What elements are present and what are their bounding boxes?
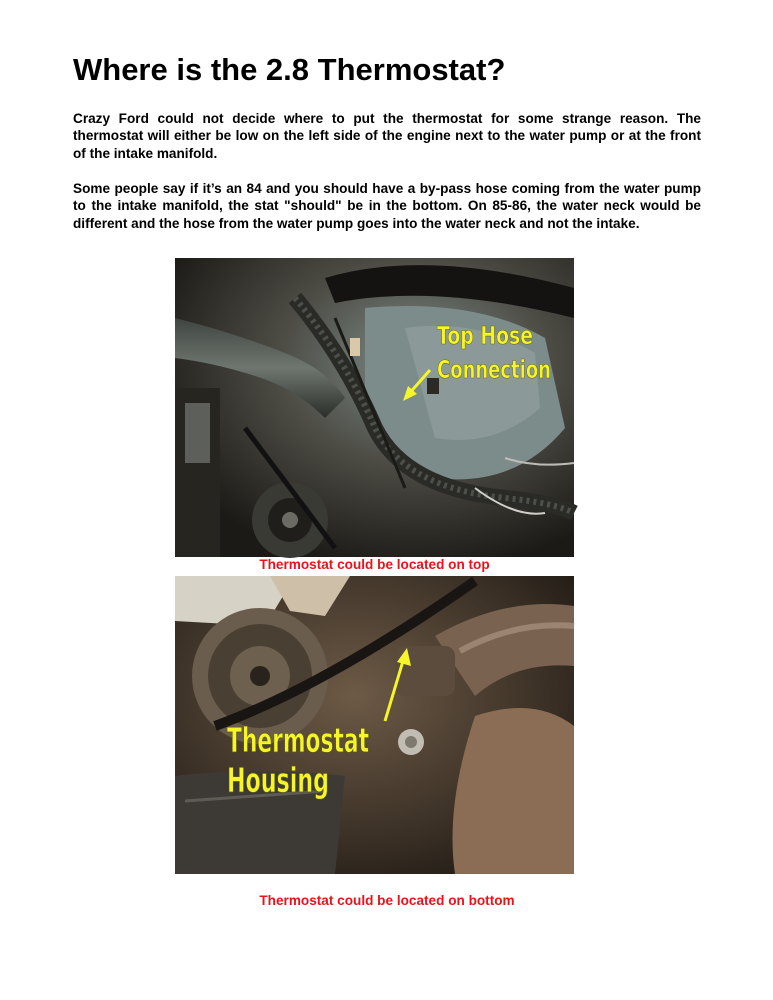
- housing-label: Housing: [227, 761, 329, 801]
- engine-photo-bottom: [175, 576, 574, 874]
- page-title: Where is the 2.8 Thermostat?: [73, 52, 506, 87]
- bottom-photo-caption: Thermostat could be located on bottom: [259, 893, 515, 908]
- intro-paragraph: Crazy Ford could not decide where to put the thermostat for some strange reason. The thermostat will either be low on the left side of the engine next to the water pump or at the front of the intake manifold.: [73, 111, 701, 161]
- thermostat-label: Thermostat: [227, 721, 369, 761]
- top-hose-label: Top Hose: [437, 321, 533, 350]
- top-photo-caption: Thermostat could be located on top: [259, 557, 490, 572]
- detail-paragraph: Some people say if it’s an 84 and you should have a by-pass hose coming from the water pump to the intake manifold, the stat "should" be in the bottom. On 85-86, the water neck would be different and the hose from the water pump goes into the water neck and not the intake.: [73, 181, 701, 231]
- top-connection-label: Connection: [437, 355, 551, 384]
- engine-photo-top: [175, 258, 574, 557]
